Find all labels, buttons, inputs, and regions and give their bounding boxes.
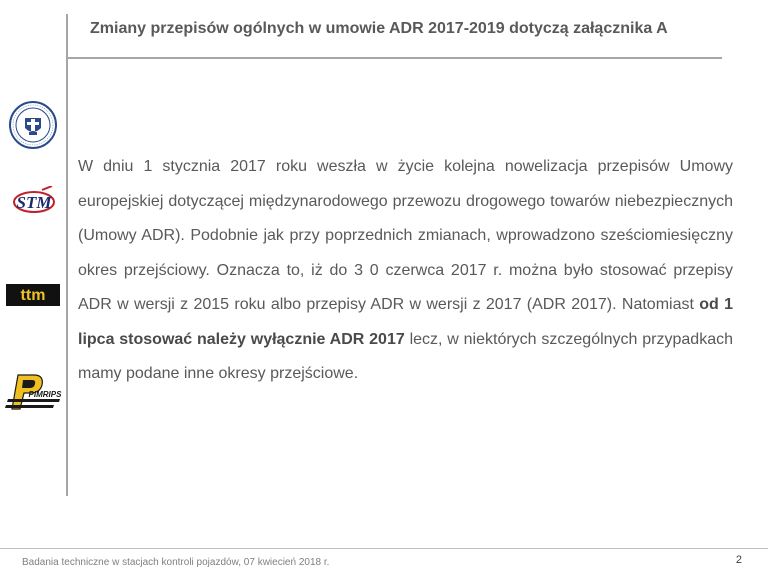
university-seal-logo xyxy=(8,100,58,150)
body-text-bold: od 1 lipca stosować należy wyłącznie ADR 2017 xyxy=(78,296,733,348)
left-vertical-rule xyxy=(66,14,68,496)
footer-caption: Badania techniczne w stacjach kontroli pojazdów, 07 kwiecień 2018 r. xyxy=(22,557,330,568)
svg-text:STM: STM xyxy=(16,193,52,212)
ttm-logo xyxy=(6,284,60,306)
svg-text:ttm: ttm xyxy=(20,287,46,304)
slide-title: Zmiany przepisów ogólnych w umowie ADR 2017-2019 dotyczą załącznika A xyxy=(90,20,668,37)
page-number: 2 xyxy=(735,554,742,566)
body-paragraph xyxy=(78,150,733,392)
body-text-part1: W dniu 1 stycznia 2017 roku weszła w życie kolejna nowelizacja przepisów Umowy europejskiej dotyczącej międzynarodowego przewozu drogowego towarów niebezpiecznych (Umowy ADR). Podobnie jak przy poprzednich zmianach, wprowadzono sześciomiesięczny okres przejściowy. Oznacza to, iż do 3 0 czerwca 2017 r. można było stosować przepisy ADR w wersji z 2015 roku albo przepisy ADR w wersji z 2017 (ADR 2017). Natomiast xyxy=(78,158,733,313)
pimrips-logo xyxy=(4,373,62,413)
svg-text:PIMRIPS: PIMRIPS xyxy=(28,390,62,399)
stm-logo xyxy=(12,186,56,218)
body-text-part2: lecz, w niektórych szczególnych przypadkach mamy podane inne okresy przejściowe. xyxy=(78,330,733,382)
footer-divider xyxy=(0,548,768,549)
title-underline xyxy=(67,57,722,59)
